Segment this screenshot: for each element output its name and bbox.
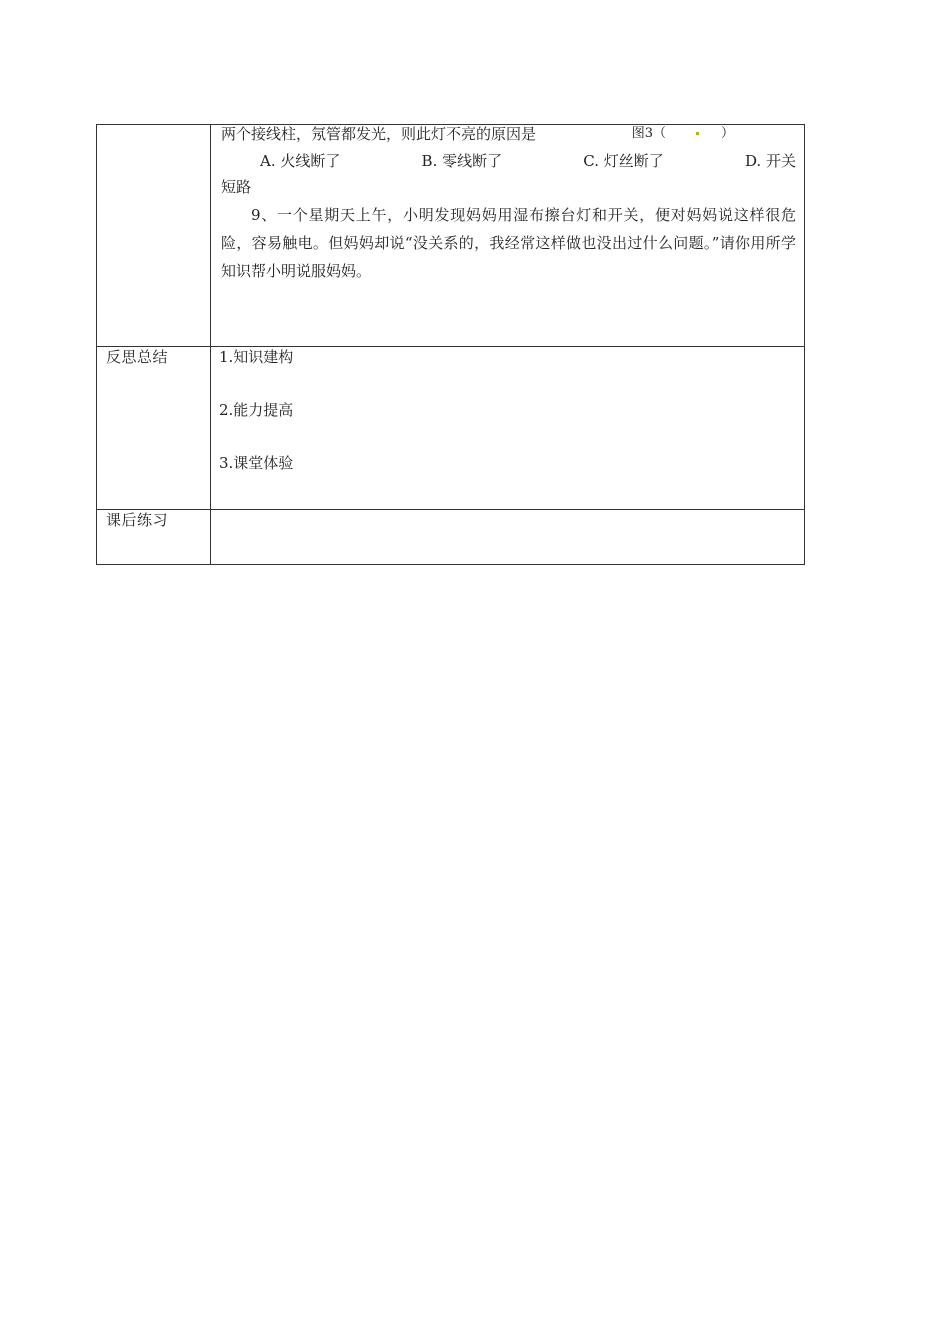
- figure-reference: [632, 125, 796, 143]
- option-c: C. 灯丝断了: [583, 152, 664, 170]
- reflection-label: 反思总结: [106, 348, 169, 366]
- homework-label: 课后练习: [106, 511, 169, 529]
- question8-line: 两个接线柱，氖管都发光，则此灯不亮的原因是: [221, 125, 537, 143]
- paren-open: （: [652, 126, 666, 141]
- reflection-item-knowledge: 1.知识建构: [219, 348, 294, 366]
- paren-close: ）: [720, 126, 734, 141]
- option-b: B. 零线断了: [421, 152, 503, 170]
- reflection-content-cell: [211, 347, 805, 510]
- practice-label-cell: [97, 125, 211, 347]
- option-d-continuation: 短路: [221, 178, 252, 196]
- practice-content-cell: [211, 125, 805, 347]
- reflection-item-experience: 3.课堂体验: [219, 454, 294, 472]
- question9-text: 9、一个星期天上午，小明发现妈妈用湿布擦台灯和开关，便对妈妈说这样很危险，容易触电。但妈妈却说“没关系的，我经常这样做也没出过什么问题。”请你用所学知识帮小明说服妈妈。: [221, 206, 796, 280]
- option-d: D. 开关: [744, 152, 796, 170]
- homework-content-cell: [211, 510, 805, 565]
- reflection-label-cell: [97, 347, 211, 510]
- question8-options: [221, 147, 796, 175]
- answer-dot: [696, 132, 699, 135]
- question8-tail: [221, 125, 796, 143]
- figure-label: 图3: [631, 126, 653, 141]
- reflection-row: [97, 347, 805, 510]
- homework-row: [97, 510, 805, 565]
- worksheet-table: [96, 124, 805, 565]
- practice-row: [97, 125, 805, 347]
- option-a: A. 火线断了: [260, 152, 341, 170]
- reflection-item-ability: 2.能力提高: [219, 401, 294, 419]
- homework-label-cell: [97, 510, 211, 565]
